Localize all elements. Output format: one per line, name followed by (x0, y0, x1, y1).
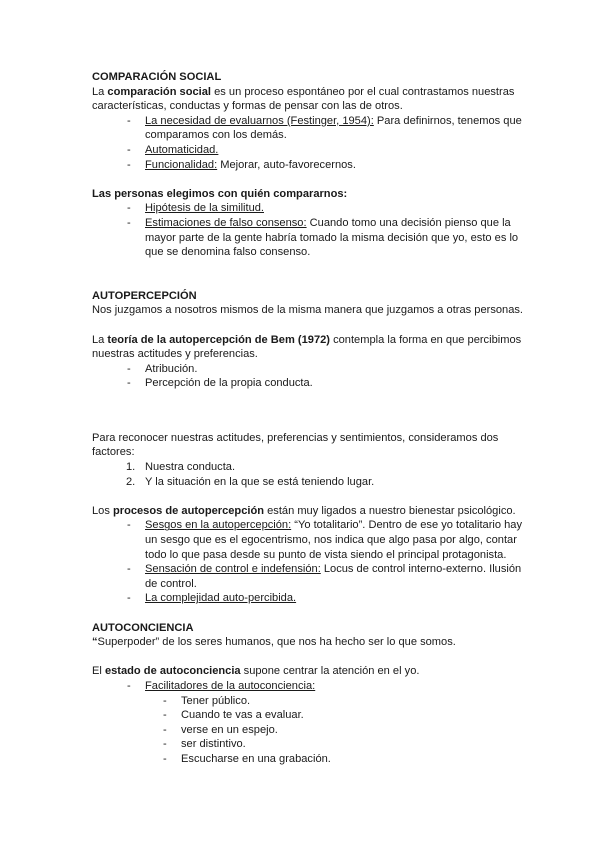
section-heading-comparacion-social: COMPARACIÓN SOCIAL (92, 71, 222, 83)
list-item-term: Sensación de control e indefensión: (145, 563, 321, 576)
autopercepcion-paragraph-4 (92, 504, 532, 519)
autoconciencia-paragraph-2 (92, 664, 532, 679)
list-item-term: Facilitadores de la autoconciencia: (145, 679, 316, 692)
sublist-item: - verse en un espejo. (92, 723, 532, 738)
paragraph-text-rest: contempla la forma en que percibimos nuestras actitudes y preferencias. (92, 333, 522, 361)
subsection-heading-elegimos: Las personas elegimos con quién compararnos: (92, 187, 348, 200)
item-number: 1. (126, 461, 136, 474)
list-item (92, 518, 532, 562)
list-item: - Percepción de la propia conducta. (92, 376, 532, 391)
paragraph-text: El (92, 665, 105, 678)
list-item (92, 562, 532, 591)
list-item: - Atribución. (92, 362, 532, 377)
paragraph-text-rest: están muy ligados a nuestro bienestar psicológico. (264, 504, 516, 517)
factores-numbered-list (92, 460, 532, 489)
comparacion-social-intro (92, 85, 532, 114)
autopercepcion-paragraph-1: Nos juzgamos a nosotros mismos de la misma manera que juzgamos a otras personas. (92, 304, 523, 317)
intro-text: La (92, 85, 108, 98)
paragraph-text: Superpoder” de los seres humanos, que nos ha hecho ser lo que somos. (97, 636, 456, 649)
autoconciencia-paragraph-1 (92, 635, 532, 650)
list-item (92, 158, 532, 173)
list-item (92, 114, 532, 143)
list-item-text: Mejorar, auto-favorecernos. (217, 158, 356, 171)
list-item (92, 679, 532, 694)
section-heading-autoconciencia: AUTOCONCIENCIA (92, 621, 194, 634)
list-item-text: “Yo totalitario”. Dentro de ese yo totalitario hay un sesgo que es el egocentrismo, nos indica que algo pasa por algo, contar todo lo que pasa desde su punto de vista siendo el principal protagonista. (145, 519, 523, 561)
numbered-item (92, 475, 532, 490)
autopercepcion-list (92, 362, 532, 391)
list-item-term: Estimaciones de falso consenso: (145, 216, 307, 229)
procesos-list (92, 518, 532, 606)
intro-bold-term: comparación social (107, 85, 212, 98)
list-item-text: Cuando tomo una decisión pienso que la mayor parte de la gente habría tomado la misma decisión que yo, esto es lo que se denomina falso consenso. (145, 216, 519, 259)
sublist-item: - ser distintivo. (92, 737, 532, 752)
paragraph-text: Los (92, 504, 113, 517)
list-item (92, 201, 532, 216)
sublist-item: - Tener público. (92, 694, 532, 709)
list-item-text: Para definirnos, tenemos que comparamos con los demás. (145, 114, 522, 142)
list-item (92, 216, 532, 260)
facilitadores-sublist (92, 694, 532, 767)
paragraph-text-rest: supone centrar la atención en el yo. (240, 665, 420, 678)
document-page (92, 70, 532, 767)
section-heading-autopercepcion: AUTOPERCEPCIÓN (92, 289, 197, 302)
sublist-item: - Cuando te vas a evaluar. (92, 708, 532, 723)
comparacion-social-list (92, 114, 532, 172)
open-quote: “ (92, 636, 98, 649)
item-number: 2. (126, 475, 136, 488)
list-item-term: Sesgos en la autopercepción: (145, 519, 292, 532)
numbered-item-text: Nuestra conducta. (145, 461, 236, 474)
list-item-term: Funcionalidad: (145, 158, 218, 171)
paragraph-bold-term: estado de autoconciencia (104, 665, 241, 678)
paragraph-bold-term: teoría de la autopercepción de Bem (1972) (107, 333, 330, 346)
list-item (92, 591, 532, 606)
list-item-term: La complejidad auto-percibida. (145, 592, 297, 605)
list-item-term: La necesidad de evaluarnos (Festinger, 1954): (145, 114, 374, 127)
intro-text-rest: es un proceso espontáneo por el cual contrastamos nuestras características, conductas y formas de pensar con las de otros. (92, 85, 515, 113)
paragraph-bold-term: procesos de autopercepción (112, 504, 265, 517)
elegimos-list (92, 201, 532, 259)
numbered-item-text: Y la situación en la que se está teniendo lugar. (145, 475, 375, 488)
autopercepcion-paragraph-2 (92, 333, 532, 362)
list-item-text: Locus de control interno-externo. Ilusión de control. (145, 563, 522, 590)
sublist-item: - Escucharse en una grabación. (92, 752, 532, 767)
numbered-item (92, 460, 532, 475)
autoconciencia-list (92, 679, 532, 694)
list-item (92, 143, 532, 158)
list-item-term: Automaticidad. (145, 143, 219, 156)
autopercepcion-paragraph-3: Para reconocer nuestras actitudes, preferencias y sentimientos, consideramos dos factores: (92, 431, 499, 459)
list-item-term: Hipótesis de la similitud. (145, 202, 264, 215)
paragraph-text: La (92, 333, 108, 346)
